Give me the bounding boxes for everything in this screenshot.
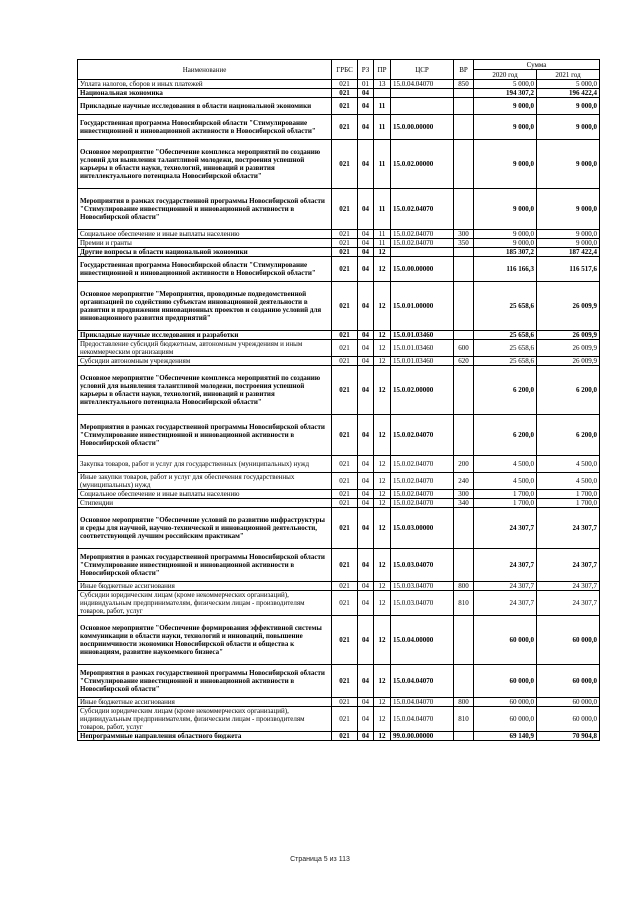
cell-pr: 12 [374,456,391,473]
cell-grbs: 021 [332,665,358,698]
cell-sum-2020: 60 000,0 [474,665,537,698]
table-header [78,60,600,80]
table-row [78,89,600,98]
cell-grbs: 021 [332,189,358,230]
cell-pr: 12 [374,616,391,665]
cell-grbs: 021 [332,456,358,473]
cell-grbs: 021 [332,499,358,508]
cell-sum-2020: 25 658,6 [474,340,537,357]
cell-csr: 15.0.04.04070 [391,665,454,698]
cell-pr: 12 [374,549,391,582]
cell-sum-2020: 9 000,0 [474,115,537,140]
cell-csr: 15.0.02.04070 [391,456,454,473]
budget-table [77,59,600,741]
cell-sum-2021: 24 307,7 [537,549,600,582]
cell-vr: 240 [454,473,474,490]
cell-pr [374,89,391,98]
cell-sum-2020: 9 000,0 [474,230,537,239]
table-body [78,80,600,741]
cell-sum-2020: 6 200,0 [474,415,537,456]
cell-csr: 15.0.02.04070 [391,415,454,456]
cell-sum-2021: 4 500,0 [537,473,600,490]
table-row [78,707,600,732]
table-row [78,282,600,331]
cell-grbs: 021 [332,331,358,340]
cell-pr: 12 [374,591,391,616]
table-row [78,698,600,707]
cell-csr: 15.0.01.03460 [391,357,454,366]
cell-vr [454,732,474,741]
table-row [78,357,600,366]
cell-pr: 12 [374,582,391,591]
cell-grbs: 021 [332,239,358,248]
cell-grbs: 021 [332,415,358,456]
cell-sum-2021: 26 009,9 [537,331,600,340]
header-name: Наименование [78,60,332,80]
cell-name: Мероприятия в рамках государственной программы Новосибирской области "Стимулирование инвестиционной и инновационной активности в Новосибирской области" [78,189,332,230]
cell-grbs: 021 [332,248,358,257]
cell-sum-2021: 187 422,4 [537,248,600,257]
cell-sum-2020: 116 166,3 [474,257,537,282]
cell-rz: 01 [358,80,374,89]
cell-sum-2020: 25 658,6 [474,331,537,340]
cell-grbs: 021 [332,732,358,741]
cell-name: Национальная экономика [78,89,332,98]
cell-name: Прикладные научные исследования в области национальной экономики [78,98,332,115]
cell-name: Иные закупки товаров, работ и услуг для обеспечения государственных (муниципальных) нужд [78,473,332,490]
cell-name: Мероприятия в рамках государственной программы Новосибирской области "Стимулирование инвестиционной и инновационной активности в Новосибирской области" [78,415,332,456]
table-row [78,366,600,415]
cell-vr [454,248,474,257]
cell-rz: 04 [358,140,374,189]
cell-sum-2021: 70 904,8 [537,732,600,741]
cell-rz: 04 [358,257,374,282]
cell-grbs: 021 [332,80,358,89]
table-row [78,499,600,508]
cell-rz: 04 [358,490,374,499]
cell-sum-2021: 6 200,0 [537,415,600,456]
cell-csr [391,98,454,115]
cell-sum-2021: 9 000,0 [537,98,600,115]
table-row [78,415,600,456]
cell-rz: 04 [358,282,374,331]
cell-pr: 12 [374,473,391,490]
cell-rz: 04 [358,115,374,140]
cell-vr [454,140,474,189]
table-row [78,248,600,257]
cell-pr: 12 [374,508,391,549]
table-row [78,140,600,189]
cell-sum-2020: 194 307,2 [474,89,537,98]
cell-name: Субсидии автономным учреждениям [78,357,332,366]
cell-vr: 850 [454,80,474,89]
cell-vr: 340 [454,499,474,508]
cell-vr: 810 [454,591,474,616]
cell-csr: 15.0.01.03460 [391,340,454,357]
cell-vr: 200 [454,456,474,473]
cell-sum-2021: 9 000,0 [537,230,600,239]
table-row [78,591,600,616]
cell-rz: 04 [358,340,374,357]
cell-vr: 300 [454,490,474,499]
table-row [78,230,600,239]
cell-pr: 12 [374,732,391,741]
cell-rz: 04 [358,591,374,616]
table-row [78,257,600,282]
cell-csr: 15.0.02.04070 [391,473,454,490]
cell-sum-2020: 6 200,0 [474,366,537,415]
cell-csr: 15.0.02.04070 [391,239,454,248]
table-row [78,340,600,357]
cell-vr [454,415,474,456]
cell-rz: 04 [358,98,374,115]
cell-sum-2020: 4 500,0 [474,473,537,490]
cell-rz: 04 [358,89,374,98]
cell-csr: 15.0.01.00000 [391,282,454,331]
cell-rz: 04 [358,239,374,248]
table-row [78,665,600,698]
cell-grbs: 021 [332,591,358,616]
cell-vr [454,665,474,698]
cell-sum-2020: 60 000,0 [474,698,537,707]
table-row [78,239,600,248]
cell-grbs: 021 [332,549,358,582]
cell-sum-2021: 24 307,7 [537,582,600,591]
cell-csr: 15.0.04.04070 [391,698,454,707]
cell-csr: 15.0.02.04070 [391,230,454,239]
table-row [78,549,600,582]
table-row [78,616,600,665]
cell-pr: 12 [374,282,391,331]
cell-rz: 04 [358,415,374,456]
cell-sum-2021: 60 000,0 [537,698,600,707]
cell-pr: 12 [374,340,391,357]
cell-sum-2021: 60 000,0 [537,707,600,732]
cell-csr: 15.0.04.04070 [391,707,454,732]
page-number: Страница 5 из 113 [290,856,350,863]
cell-sum-2021: 26 009,9 [537,357,600,366]
cell-sum-2021: 116 517,6 [537,257,600,282]
cell-vr: 800 [454,582,474,591]
header-pr: ПР [374,60,391,80]
cell-csr: 15.0.02.04070 [391,490,454,499]
cell-name: Стипендии [78,499,332,508]
cell-sum-2020: 24 307,7 [474,591,537,616]
cell-vr [454,616,474,665]
cell-pr: 12 [374,366,391,415]
cell-grbs: 021 [332,582,358,591]
cell-pr: 12 [374,665,391,698]
cell-name: Уплата налогов, сборов и иных платежей [78,80,332,89]
cell-rz: 04 [358,357,374,366]
cell-sum-2020: 1 700,0 [474,499,537,508]
cell-rz: 04 [358,248,374,257]
cell-sum-2020: 60 000,0 [474,707,537,732]
cell-name: Социальное обеспечение и иные выплаты населению [78,490,332,499]
cell-csr: 15.0.02.04070 [391,499,454,508]
cell-csr: 15.0.03.00000 [391,508,454,549]
cell-pr: 11 [374,98,391,115]
cell-name: Мероприятия в рамках государственной программы Новосибирской области "Стимулирование инвестиционной и инновационной активности в Новосибирской области" [78,549,332,582]
header-year-2021: 2021 год [537,70,600,80]
cell-pr: 12 [374,490,391,499]
cell-grbs: 021 [332,140,358,189]
cell-sum-2021: 24 307,7 [537,591,600,616]
cell-name: Социальное обеспечение и иные выплаты населению [78,230,332,239]
cell-sum-2021: 9 000,0 [537,239,600,248]
cell-sum-2021: 1 700,0 [537,499,600,508]
cell-sum-2021: 196 422,4 [537,89,600,98]
cell-pr: 12 [374,707,391,732]
cell-vr: 810 [454,707,474,732]
cell-name: Закупка товаров, работ и услуг для государственных (муниципальных) нужд [78,456,332,473]
table-row [78,80,600,89]
cell-sum-2020: 69 140,9 [474,732,537,741]
cell-rz: 04 [358,366,374,415]
cell-vr [454,98,474,115]
cell-csr: 15.0.01.03460 [391,331,454,340]
cell-grbs: 021 [332,230,358,239]
cell-name: Государственная программа Новосибирской области "Стимулирование инвестиционной и инновационной активности в Новосибирской области" [78,257,332,282]
header-vr: ВР [454,60,474,80]
cell-rz: 04 [358,230,374,239]
cell-csr: 15.0.00.00000 [391,257,454,282]
cell-rz: 04 [358,189,374,230]
cell-vr [454,189,474,230]
cell-name: Другие вопросы в области национальной экономики [78,248,332,257]
cell-sum-2021: 26 009,9 [537,282,600,331]
cell-csr: 15.0.03.04070 [391,582,454,591]
cell-grbs: 021 [332,115,358,140]
header-year-2020: 2020 год [474,70,537,80]
header-sum: Сумма [474,60,600,70]
cell-name: Основное мероприятие "Мероприятия, проводимые подведомственной организацией по содействию субъектам инновационной деятельности в развитии и продвижении инновационных проектов и созданию условий для инновационного развития предприятий" [78,282,332,331]
cell-pr: 11 [374,115,391,140]
cell-vr [454,282,474,331]
cell-sum-2021: 6 200,0 [537,366,600,415]
cell-pr: 12 [374,331,391,340]
cell-vr: 800 [454,698,474,707]
table-row [78,508,600,549]
cell-pr: 12 [374,415,391,456]
cell-rz: 04 [358,499,374,508]
cell-sum-2021: 9 000,0 [537,189,600,230]
cell-rz: 04 [358,732,374,741]
table-row [78,331,600,340]
cell-grbs: 021 [332,616,358,665]
cell-csr: 99.0.00.00000 [391,732,454,741]
cell-csr: 15.0.02.00000 [391,140,454,189]
cell-sum-2020: 185 307,2 [474,248,537,257]
cell-name: Иные бюджетные ассигнования [78,582,332,591]
table-row [78,189,600,230]
cell-sum-2020: 9 000,0 [474,239,537,248]
cell-csr: 15.0.04.00000 [391,616,454,665]
cell-sum-2020: 4 500,0 [474,456,537,473]
header-grbs: ГРБС [332,60,358,80]
header-rz: РЗ [358,60,374,80]
cell-sum-2020: 9 000,0 [474,98,537,115]
cell-sum-2020: 25 658,6 [474,357,537,366]
cell-sum-2020: 9 000,0 [474,189,537,230]
cell-csr [391,89,454,98]
cell-sum-2021: 26 009,9 [537,340,600,357]
table-row [78,582,600,591]
cell-rz: 04 [358,616,374,665]
cell-rz: 04 [358,582,374,591]
cell-name: Основное мероприятие "Обеспечение формирования эффективной системы коммуникации в области науки, технологий и инноваций, повышение восприимчивости экономики Новосибирской области и общества к инновациям, развитие наукоемкого бизнеса" [78,616,332,665]
cell-name: Иные бюджетные ассигнования [78,698,332,707]
cell-vr [454,508,474,549]
cell-sum-2020: 24 307,7 [474,549,537,582]
cell-sum-2020: 60 000,0 [474,616,537,665]
cell-name: Субсидии юридическим лицам (кроме некоммерческих организаций), индивидуальным предпринимателям, физическим лицам - производителям товаров, работ, услуг [78,707,332,732]
cell-grbs: 021 [332,257,358,282]
cell-name: Прикладные научные исследования и разработки [78,331,332,340]
cell-rz: 04 [358,698,374,707]
cell-vr [454,549,474,582]
cell-sum-2020: 9 000,0 [474,140,537,189]
cell-rz: 04 [358,508,374,549]
cell-grbs: 021 [332,98,358,115]
cell-csr [391,248,454,257]
cell-rz: 04 [358,707,374,732]
cell-rz: 04 [358,665,374,698]
cell-csr: 15.0.02.04070 [391,189,454,230]
cell-sum-2021: 9 000,0 [537,140,600,189]
cell-grbs: 021 [332,508,358,549]
table-row [78,115,600,140]
cell-grbs: 021 [332,490,358,499]
budget-page [77,59,599,741]
cell-csr: 15.0.00.00000 [391,115,454,140]
cell-sum-2021: 60 000,0 [537,665,600,698]
cell-sum-2020: 24 307,7 [474,582,537,591]
cell-vr [454,257,474,282]
cell-pr: 12 [374,248,391,257]
cell-vr [454,331,474,340]
cell-pr: 11 [374,189,391,230]
cell-name: Основное мероприятие "Обеспечение комплекса мероприятий по созданию условий для выявления талантливой молодежи, построения успешной карьеры в области науки, технологий, инноваций и развития интеллектуального потенциала Новосибирской области" [78,366,332,415]
cell-rz: 04 [358,549,374,582]
cell-grbs: 021 [332,89,358,98]
cell-grbs: 021 [332,366,358,415]
cell-name: Субсидии юридическим лицам (кроме некоммерческих организаций), индивидуальным предпринимателям, физическим лицам - производителям товаров, работ, услуг [78,591,332,616]
cell-sum-2021: 5 000,0 [537,80,600,89]
cell-vr: 620 [454,357,474,366]
cell-name: Государственная программа Новосибирской области "Стимулирование инвестиционной и инновационной активности в Новосибирской области" [78,115,332,140]
cell-name: Основное мероприятие "Обеспечение условий по развитию инфраструктуры и среды для научной, научно-технической и инновационной деятельности, соответствующей лучшим российским практикам" [78,508,332,549]
cell-rz: 04 [358,473,374,490]
cell-rz: 04 [358,456,374,473]
cell-sum-2020: 24 307,7 [474,508,537,549]
cell-name: Премии и гранты [78,239,332,248]
cell-csr: 15.0.03.04070 [391,549,454,582]
table-row [78,490,600,499]
cell-vr [454,89,474,98]
cell-vr: 350 [454,239,474,248]
cell-csr: 15.0.02.00000 [391,366,454,415]
cell-pr: 12 [374,698,391,707]
cell-sum-2021: 4 500,0 [537,456,600,473]
cell-sum-2021: 1 700,0 [537,490,600,499]
cell-pr: 12 [374,357,391,366]
cell-rz: 04 [358,331,374,340]
cell-sum-2020: 5 000,0 [474,80,537,89]
cell-sum-2021: 60 000,0 [537,616,600,665]
cell-name: Основное мероприятие "Обеспечение комплекса мероприятий по созданию условий для выявления талантливой молодежи, построения успешной карьеры в области науки, технологий, инноваций и развития интеллектуального потенциала Новосибирской области" [78,140,332,189]
cell-sum-2020: 25 658,6 [474,282,537,331]
cell-grbs: 021 [332,473,358,490]
cell-name: Мероприятия в рамках государственной программы Новосибирской области "Стимулирование инвестиционной и инновационной активности в Новосибирской области" [78,665,332,698]
cell-pr: 12 [374,257,391,282]
cell-sum-2020: 1 700,0 [474,490,537,499]
cell-pr: 11 [374,239,391,248]
cell-sum-2021: 9 000,0 [537,115,600,140]
cell-vr [454,366,474,415]
header-csr: ЦСР [391,60,454,80]
cell-grbs: 021 [332,282,358,331]
cell-vr: 300 [454,230,474,239]
cell-name: Непрограммные направления областного бюджета [78,732,332,741]
table-row [78,98,600,115]
table-row [78,456,600,473]
cell-name: Предоставление субсидий бюджетным, автономным учреждениям и иным некоммерческим организациям [78,340,332,357]
table-row [78,473,600,490]
table-row [78,732,600,741]
cell-pr: 12 [374,499,391,508]
cell-grbs: 021 [332,698,358,707]
cell-pr: 13 [374,80,391,89]
cell-pr: 11 [374,230,391,239]
cell-grbs: 021 [332,340,358,357]
cell-vr: 600 [454,340,474,357]
cell-csr: 15.0.03.04070 [391,591,454,616]
cell-grbs: 021 [332,357,358,366]
cell-sum-2021: 24 307,7 [537,508,600,549]
cell-pr: 11 [374,140,391,189]
cell-grbs: 021 [332,707,358,732]
cell-vr [454,115,474,140]
cell-csr: 15.0.04.04070 [391,80,454,89]
